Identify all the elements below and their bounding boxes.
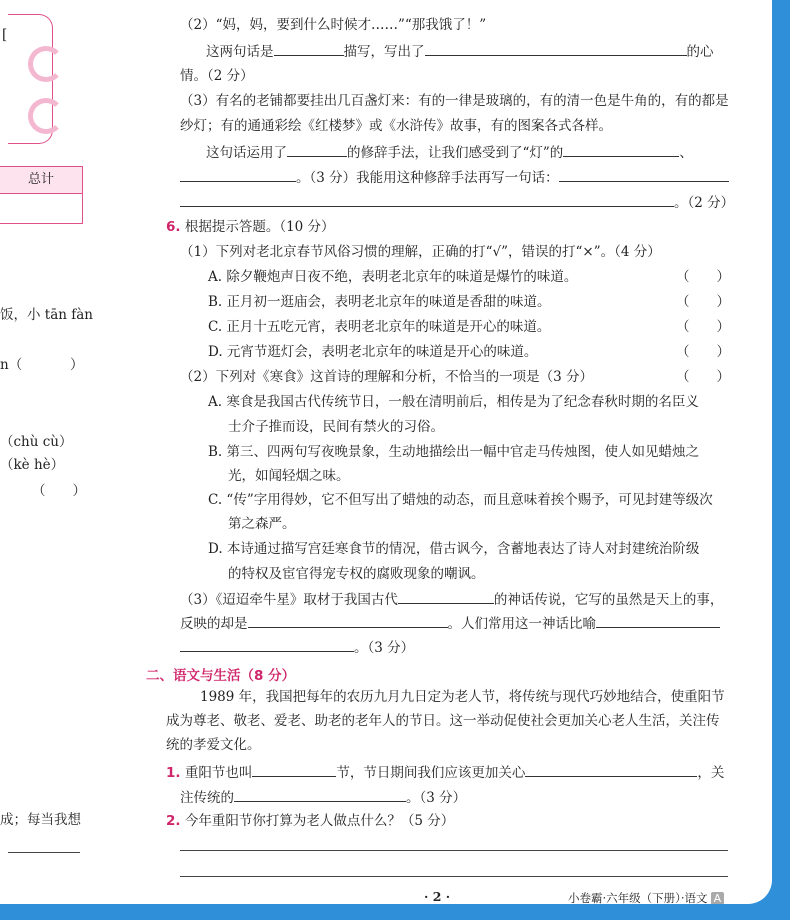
section-para: 1989 年，我国把每年的农历九月九日定为老人节，将传统与现代巧妙地结合，使重阳节 [200,689,725,705]
answer-blank[interactable] [248,614,448,628]
left-fragment: （chù cù） [0,434,73,450]
answer-blank[interactable] [234,788,406,802]
answer-blank[interactable] [398,590,494,604]
answer-blank[interactable] [563,143,679,157]
score-table-header: 总计 [0,167,82,194]
q6-p1-item: D. 元宵节逛灯会，表明老北京年的味道是开心的味道。 [208,344,538,360]
binder-ring-icon [28,98,64,134]
answer-paren[interactable]: （ ） [676,294,730,310]
q5-p3-line1: （3）有名的老铺都要挂出几百盏灯来：有的一律是玻璃的，有的清一色是牛角的，有的都是 [180,93,729,109]
q6-p2-option-c: C. “传”字用得妙，它不但写出了蜡烛的动态，而且意味着挨个赐予，可见封建等级次 [208,492,713,508]
answer-blank[interactable] [252,763,336,777]
left-fragment: ） [70,357,84,373]
q6-p2-option-d-cont: 的特权及宦官得宠专权的腐败现象的嘲讽。 [228,566,485,582]
q6-title: 6. 根据提示答题。（10 分） [166,219,335,235]
q6-p2-option-d: D. 本诗通过描写宫廷寒食节的情况，借古讽今，含蓄地表达了诗人对封建统治阶级 [208,541,700,557]
q5-p3-line5: 。（2 分） [180,193,734,212]
answer-blank[interactable] [525,763,697,777]
q6-p1-item: C. 正月十五吃元宵，表明老北京年的味道是开心的味道。 [208,319,551,335]
series-label: 小卷霸·六年级（下册）·语文 A [568,890,724,904]
q6-p3-line2: 反映的却是 。人们常用这一神话比喻 [180,614,720,633]
q5-p2-quote: （2）“妈，妈，要到什么时候才……”“那我饿了！” [180,17,487,33]
answer-paren[interactable]: （ ） [676,269,730,285]
answer-paren[interactable]: （ ） [676,369,730,385]
answer-blank[interactable] [180,193,674,207]
section-para: 统的孝爱文化。 [166,737,261,753]
s2-q2: 2. 今年重阳节你打算为老人做点什么？（5 分） [166,813,455,829]
left-fragment: 成；每当我想 [0,812,81,828]
q6-p2-option-b: B. 第三、四两句写夜晚景象，生动地描绘出一幅中官走马传烛图，使人如见蜡烛之 [208,444,700,460]
edition-badge: A [711,892,725,904]
answer-paren[interactable]: （ ） [676,344,730,360]
binder-ring-icon [28,46,64,82]
q6-p1-item: A. 除夕鞭炮声日夜不绝，表明老北京年的味道是爆竹的味道。 [208,269,578,285]
answer-line[interactable] [180,876,728,877]
answer-blank[interactable] [180,168,296,182]
left-fragment: 饭，小 tān fàn [0,307,93,323]
answer-blank[interactable] [274,42,344,56]
score-table [0,166,83,224]
answer-paren[interactable]: （ ） [676,319,730,335]
section-heading: 二、语文与生活（8 分） [146,668,296,684]
answer-blank[interactable] [180,638,354,652]
q5-p3-line4: 。（3 分）我能用这种修辞手法再写一句话： [180,168,729,187]
q6-p2-option-b-cont: 光，如闻轻烟之味。 [228,468,350,484]
left-bracket: [ [2,27,8,43]
q6-p2-option-a-cont: 士介子推而设，民间有禁火的习俗。 [228,419,444,435]
q6-p3-line3: 。（3 分） [180,638,414,657]
s2-q1-line1: 1. 重阳节也叫 节，节日期间我们应该更加关心 ，关 [166,765,725,781]
left-fragment: （ ） [32,483,86,499]
page-number: · 2 · [424,889,451,904]
q6-p2-option-c-cont: 第之森严。 [228,516,296,532]
left-fragment: （kè hè） [0,457,65,473]
q5-p2-line1: 这两句话是 描写，写出了 的心 [206,44,714,60]
answer-blank[interactable] [425,42,687,56]
q6-p2-option-a: A. 寒食是我国古代传统节日，一般在清明前后，相传是为了纪念春秋时期的名臣义 [208,394,699,410]
answer-blank[interactable] [596,614,720,628]
answer-line[interactable] [180,850,728,851]
answer-blank[interactable] [559,168,729,182]
answer-line [8,852,80,853]
q6-p1-title: （1）下列对老北京春节风俗习惯的理解，正确的打“√”，错误的打“×”。（4 分） [180,244,661,260]
answer-blank[interactable] [287,143,347,157]
q6-p1-item: B. 正月初一逛庙会，表明老北京年的味道是香甜的味道。 [208,294,551,310]
q5-p2-line2: 情。（2 分） [180,68,254,84]
s2-q1-line2: 注传统的 。（3 分） [180,790,467,806]
q6-p2-title: （2）下列对《寒食》这首诗的理解和分析，不恰当的一项是（3 分） [180,369,593,385]
left-fragment: n（ [0,357,23,373]
section-para: 成为尊老、敬老、爱老、助老的老年人的节日。这一举动促使社会更加关心老人生活，关注传 [166,713,720,729]
q5-p3-line2: 纱灯；有的通通彩绘《红楼梦》或《水浒传》故事，有的图案各式各样。 [180,118,612,134]
q5-p3-line3: 这句话运用了 的修辞手法，让我们感受到了“灯”的 、 [206,145,693,161]
q6-p3-line1: （3）《迢迢牵牛星》取材于我国古代 的神话传说，它写的虽然是天上的事， [180,592,724,608]
